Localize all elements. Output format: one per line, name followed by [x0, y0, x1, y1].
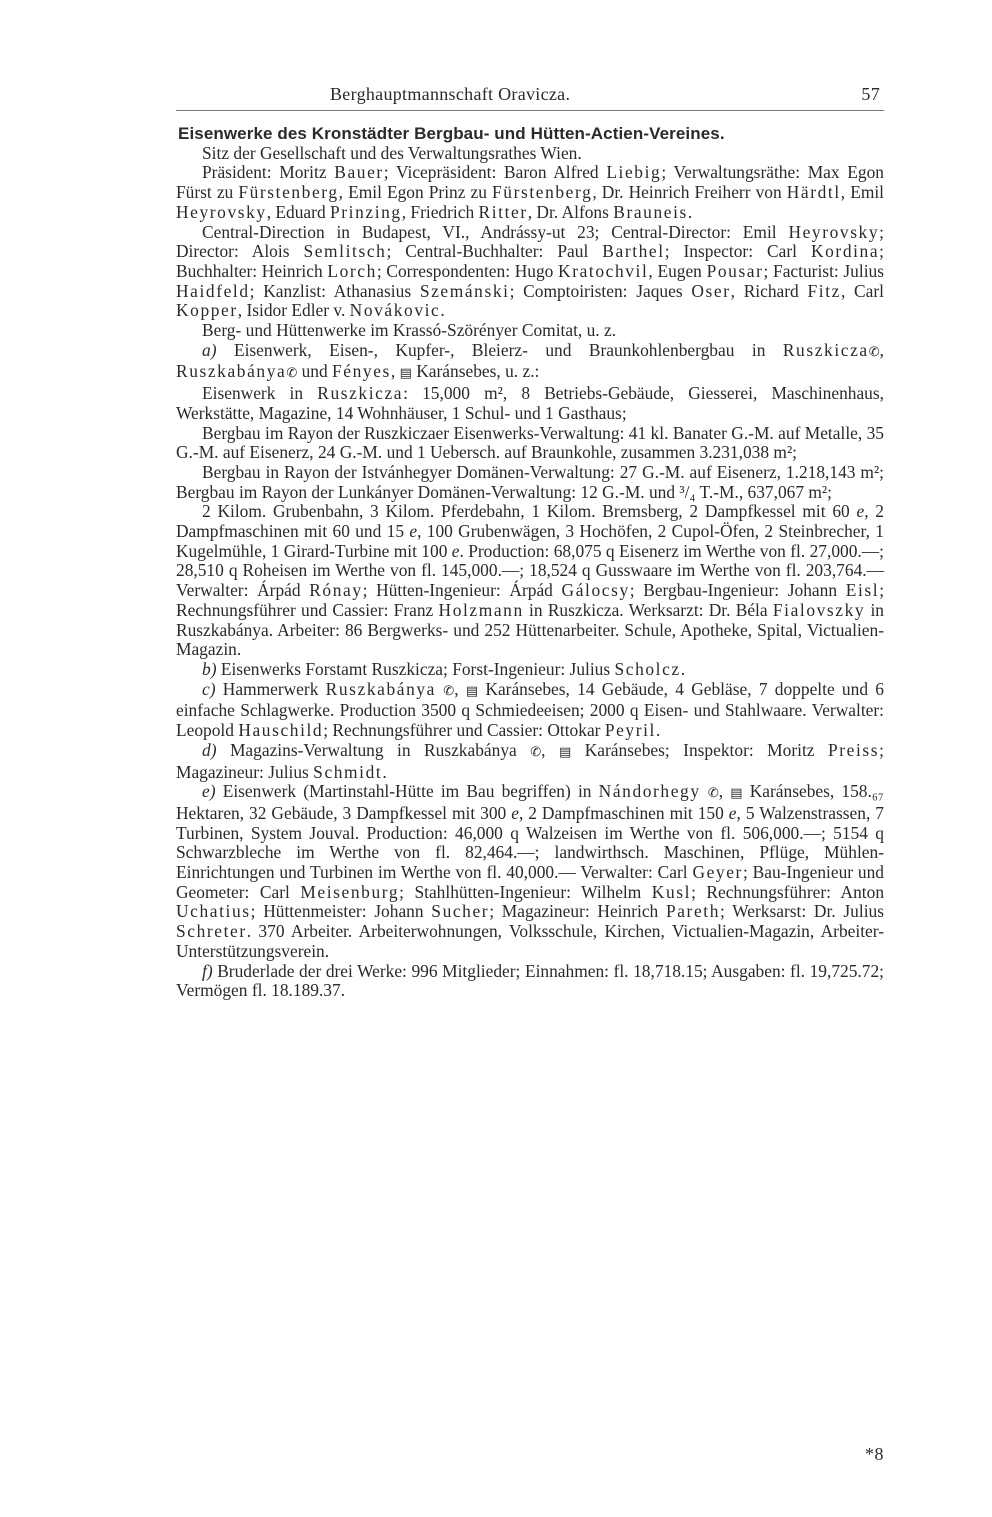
text-run: , Emil — [840, 182, 885, 203]
text-run: c) — [202, 678, 216, 699]
text-run: e — [511, 802, 519, 823]
text-run: Karánsebes, 158.₆₇ Hektaren, 32 Gebäude, 3 Dampfkessel mit 300 — [176, 781, 884, 823]
spaced-name: Heyrovsky — [176, 201, 267, 222]
text-run — [701, 781, 708, 801]
text-run: . — [655, 720, 661, 741]
text-run: ; Rechnungsführer und Cassier: Ottokar — [323, 720, 605, 741]
spaced-name: Uchatius — [176, 901, 251, 922]
paragraph — [176, 144, 884, 164]
text-run: d) — [202, 739, 217, 760]
paragraph — [176, 962, 884, 1001]
text-run: . — [680, 658, 686, 679]
spaced-name: Fényes — [332, 361, 391, 382]
text-run: Karánsebes, 14 Gebäude, 4 Gebläse, 7 doppelte und 6 einfache Schlagwerke. Production 3500 q Schmiedeeisen; 2000 q Eisen- und Stahlwaare. Verwalter: Leopold — [176, 678, 884, 741]
spaced-name: Rónay — [309, 580, 363, 601]
text-run: ; Buchhalter: Heinrich — [176, 241, 884, 281]
text-run: . — [382, 761, 387, 782]
railway-station-icon: ▤ — [399, 366, 412, 382]
text-run: , — [718, 781, 731, 802]
spaced-name: Scholcz — [614, 658, 681, 679]
spaced-name: Nándorhegy — [598, 781, 701, 802]
text-run: , 100 Grubenwägen, 3 Hochöfen, 2 Cupol-Öfen, 2 Steinbrecher, 1 Kugelmühle, 1 Girard-Turbine mit 100 — [176, 521, 884, 561]
text-run: in Ruszkicza. Werksarzt: Dr. Béla — [523, 599, 773, 620]
text-run: , — [879, 339, 884, 360]
text-run: Bergbau im Rayon der Ruszkiczaer Eisenwerks-Verwaltung: 41 kl. Banater G.-M. auf Metalle, 35 G.-M. auf Eisenerz, 24 G.-M. und 1 Uebersch. auf Braunkohle, zusammen 3.231,038 m²; — [176, 422, 884, 463]
text-run: Bergbau in Rayon der Istvánhegyer Domänen-Verwaltung: 27 G.-M. auf Eisenerz, 1.218,143 m²; Bergbau im Rayon der Lunkányer Domänen-Verwaltung: 12 G.-M. und ³/₄ T.-M., 637,067 m²; — [176, 461, 884, 502]
text-run: in Ruszkabánya. Arbeiter: 86 Bergwerks- und 252 Hüttenarbeiter. Schule, Apotheke, Spital, Victualien-Magazin. — [176, 599, 884, 660]
text-run: ; Rechnungsführer und Cassier: Franz — [176, 580, 885, 620]
text-run: f) — [202, 960, 213, 981]
text-run: Eisenwerk (Martinstahl-Hütte im Bau begriffen) in — [215, 781, 599, 802]
post-office-icon: ✆ — [443, 683, 455, 699]
text-run: und — [297, 361, 333, 382]
text-run: . — [440, 300, 445, 321]
text-run: , — [454, 678, 466, 699]
spaced-name: Kratochvil — [558, 260, 649, 281]
text-run: ; Comptoiristen: Jaques — [509, 280, 692, 301]
text-run: e — [856, 501, 865, 522]
text-run: 2 Kilom. Grubenbahn, 3 Kilom. Pferdebahn, 1 Kilom. Bremsberg, 2 Dampfkessel mit 60 — [202, 501, 857, 522]
spaced-name: Pareth — [665, 901, 720, 922]
text-run: , — [390, 361, 400, 382]
text-run: , Friedrich — [401, 201, 479, 222]
text-run: . Production: 68,075 q Eisenerz im Werthe von fl. 27,000.—; 28,510 q Roheisen im Werthe von fl. 145,000.—; 18,524 q Gusswaare im Werthe von fl. 203,764.— Verwalter: Árpád — [176, 540, 884, 601]
paragraph — [176, 163, 884, 222]
body-text — [176, 124, 884, 1001]
text-run: , 2 Dampfmaschinen mit 60 und 15 — [176, 501, 884, 542]
text-run: ; Magazineur: Julius — [176, 739, 884, 782]
spaced-name: Haidfeld — [176, 280, 250, 301]
text-run: , Carl — [840, 280, 885, 301]
text-run: ; Stahlhütten-Ingenieur: Wilhelm — [399, 881, 652, 902]
spaced-name: Meisenburg — [300, 881, 400, 902]
text-run: a) — [202, 339, 217, 360]
text-run: b) — [202, 658, 217, 679]
spaced-name: Ruszkicza — [317, 383, 404, 404]
spaced-name: Kopper — [176, 300, 238, 321]
spaced-name: Geyer — [692, 862, 743, 883]
text-run: Eisenwerks Forstamt Ruszkicza; Forst-Ingenieur: Julius — [216, 658, 615, 679]
paragraph — [176, 321, 884, 341]
spaced-name: Pousar — [706, 260, 764, 281]
spaced-name: Fürstenberg — [238, 182, 339, 203]
text-run: . 370 Arbeiter. Arbeiterwohnungen, Volksschule, Kirchen, Victualien-Magazin, Arbeiter-Unterstützungsverein. — [176, 921, 884, 961]
spaced-name: Semlitsch — [303, 241, 387, 262]
railway-station-icon: ▤ — [558, 744, 572, 760]
spaced-name: Heyrovsky — [788, 221, 880, 242]
text-run: Sitz der Gesellschaft und des Verwaltungsrathes Wien. — [202, 142, 582, 163]
spaced-name: Novákovic — [349, 300, 441, 321]
text-run: ; Central-Buchhalter: Paul — [386, 241, 603, 262]
paragraph-list — [176, 144, 884, 1001]
spaced-name: Ruszkicza — [782, 339, 869, 360]
text-run: ; Director: Alois — [176, 221, 884, 262]
paragraph — [176, 223, 884, 322]
paragraph — [176, 741, 884, 782]
signature-mark: *8 — [865, 1444, 884, 1464]
text-run: ; Inspector: Carl — [664, 241, 811, 262]
spaced-name: Kusl — [651, 881, 692, 902]
paragraph — [176, 680, 884, 741]
paragraph — [176, 341, 884, 384]
text-run: ; Hüttenmeister: Johann — [250, 901, 432, 922]
text-run: e — [728, 802, 737, 823]
text-run: ; Werksarst: Dr. Julius — [720, 901, 884, 922]
text-run: ; Bau-Ingenieur und Geometer: Carl — [176, 862, 884, 902]
spaced-name: Sucher — [431, 901, 490, 922]
spaced-name: Schreter — [176, 921, 247, 942]
text-run: Karánsebes, u. z.: — [411, 361, 540, 382]
text-run: Eisenwerk, Eisen-, Kupfer-, Bleierz- und Braunkohlenbergbau in — [216, 339, 783, 360]
spaced-name: Ruszkabánya — [325, 678, 436, 699]
spaced-name: Brauneis — [613, 201, 688, 222]
text-run: ; Facturist: Julius — [763, 260, 885, 281]
paragraph — [176, 502, 884, 660]
post-office-icon: ✆ — [530, 744, 542, 760]
spaced-name: Liebig — [606, 162, 662, 183]
running-head-title: Berghauptmannschaft Oravicza. — [330, 84, 571, 104]
text-run: , Eduard — [266, 201, 330, 222]
spaced-name: Härdtl — [786, 182, 841, 203]
text-run: Magazins-Verwaltung in Ruszkabánya — [216, 739, 531, 760]
text-run: ; Verwaltungsräthe: Max Egon Fürst zu — [176, 162, 884, 203]
text-run: e — [409, 521, 418, 542]
text-run: , 5 Walzenstrassen, 7 Turbinen, System Jouval. Production: 46,000 q Walzeisen im Werthe von fl. 506,000.—; 5154 q Schwarzbleche im Werthe von fl. 82,464.—; landwirthsch. Maschinen, Pflüge, Mühlen-Einrichtungen und Turbinen im Werthe von fl. 40,000.— Verwalter: Carl — [176, 802, 884, 883]
railway-station-icon: ▤ — [465, 683, 479, 699]
railway-station-icon: ▤ — [730, 786, 743, 802]
text-run: , Richard — [730, 280, 808, 301]
spaced-name: Barthel — [602, 241, 665, 262]
post-office-icon: ✆ — [286, 366, 298, 382]
text-run: ; Hütten-Ingenieur: Árpád — [362, 580, 562, 601]
spaced-name: Bauer — [334, 162, 384, 183]
text-run: ; Vicepräsident: Baron Alfred — [383, 162, 607, 183]
text-run: ; Kanzlist: Athanasius — [249, 280, 420, 301]
spaced-name: Preiss — [827, 739, 880, 760]
text-run: : 15,000 m², 8 Betriebs-Gebäude, Giesserei, Maschinenhaus, Werkstätte, Magazine, 14 Wohnhäuser, 1 Schul- und 1 Gasthaus; — [176, 383, 884, 423]
spaced-name: Schmidt — [313, 761, 383, 782]
text-run: Hammerwerk — [215, 678, 326, 699]
text-run: . — [687, 201, 693, 222]
text-run: Central-Direction in Budapest, VI., Andrássy-ut 23; Central-Director: Emil — [202, 221, 789, 242]
paragraph — [176, 463, 884, 502]
spaced-name: Gálocsy — [561, 580, 630, 601]
paragraph — [176, 782, 884, 961]
spaced-name: Szemánski — [419, 280, 510, 301]
text-run: ; Bergbau-Ingenieur: Johann — [629, 580, 846, 601]
text-run: e — [451, 540, 460, 561]
text-run: ; Rechnungsführer: Anton — [691, 881, 885, 902]
text-run: Karánsebes; Inspektor: Moritz — [571, 739, 828, 760]
spaced-name: Eisl — [845, 580, 880, 601]
text-run: Berg- und Hüttenwerke im Krassó-Szörényer Comitat, u. z. — [202, 320, 617, 341]
text-run: Präsident: Moritz — [202, 162, 335, 183]
text-run: , Emil Egon Prinz zu — [338, 182, 493, 203]
paragraph — [176, 384, 884, 423]
spaced-name: Kordina — [810, 241, 880, 262]
spaced-name: Lorch — [327, 260, 377, 281]
spaced-name: Holzmann — [438, 599, 524, 620]
spaced-name: Prinzing — [329, 201, 402, 222]
header-rule — [176, 110, 884, 111]
text-run: , Dr. Alfons — [527, 201, 614, 222]
text-run: ; Correspondenten: Hugo — [376, 260, 559, 281]
text-run: , Eugen — [648, 260, 707, 281]
spaced-name: Fitz — [807, 280, 841, 301]
spaced-name: Hauschild — [238, 720, 324, 741]
section-heading: Eisenwerke des Kronstädter Bergbau- und Hütten-Actien-Vereines. — [178, 124, 725, 143]
spaced-name: Ruszkabánya — [176, 361, 287, 382]
paragraph — [176, 660, 884, 680]
post-office-icon: ✆ — [868, 344, 880, 360]
text-run: e) — [202, 781, 216, 802]
spaced-name: Fialovszky — [772, 599, 866, 620]
text-run: Bruderlade der drei Werke: 996 Mitglieder; Einnahmen: fl. 18,718.15; Ausgaben: fl. 19,725.72; Vermögen fl. 18.189.37. — [176, 960, 884, 1001]
text-run: , Dr. Heinrich Freiherr von — [592, 182, 787, 203]
spaced-name: Peyril — [604, 720, 656, 741]
spaced-name: Fürstenberg — [492, 182, 593, 203]
paragraph — [176, 424, 884, 463]
text-run: , — [541, 739, 559, 760]
spaced-name: Oser — [691, 280, 731, 301]
text-run: , Isidor Edler v. — [237, 300, 350, 321]
text-run: ; Magazineur: Heinrich — [489, 901, 666, 922]
spaced-name: Ritter — [478, 201, 528, 222]
text-run: Eisenwerk in — [202, 383, 318, 404]
page-number: 57 — [861, 84, 880, 104]
post-office-icon: ✆ — [707, 786, 719, 802]
text-run: , 2 Dampfmaschinen mit 150 — [518, 802, 729, 823]
